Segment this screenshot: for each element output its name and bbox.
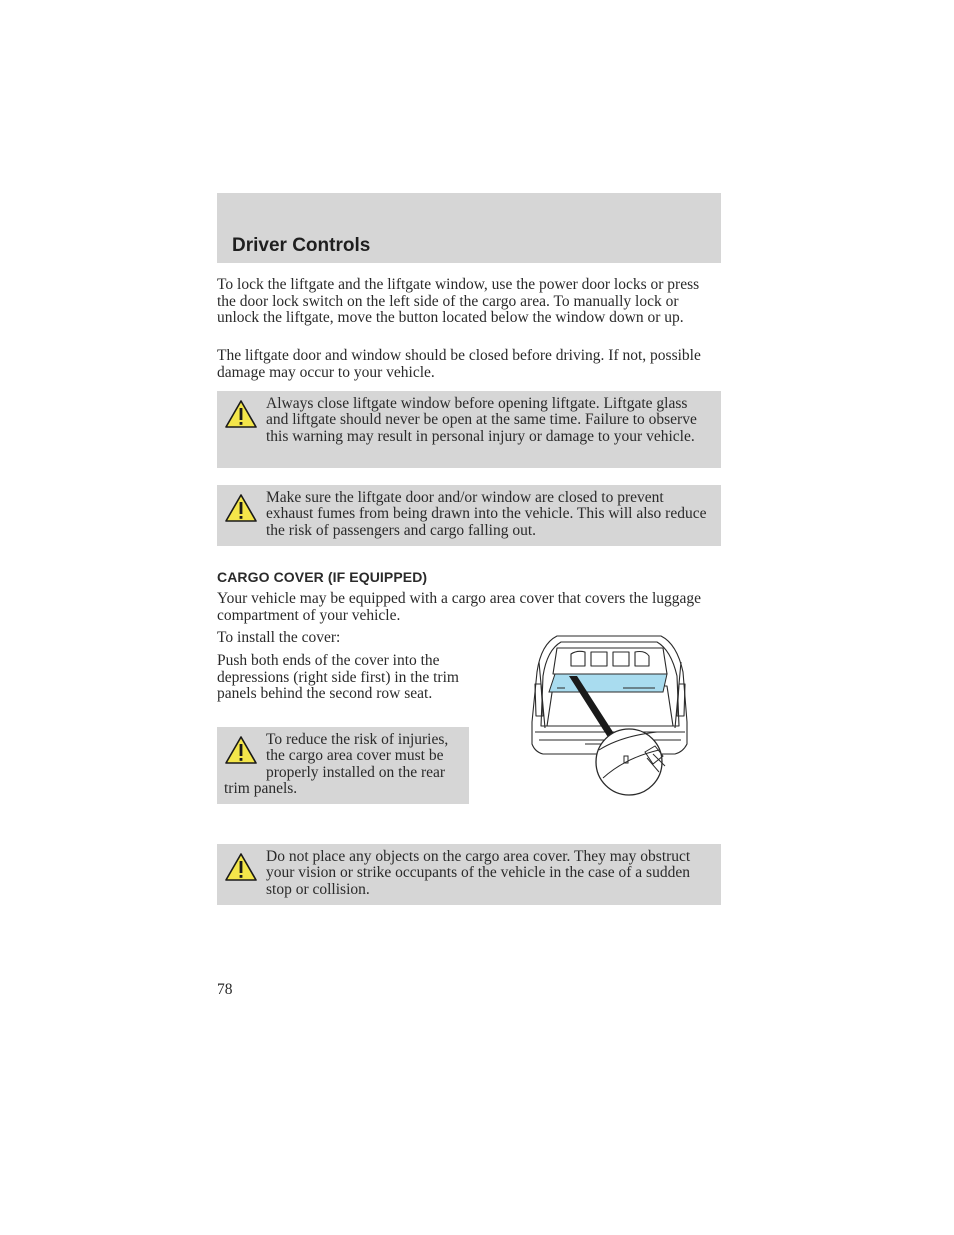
paragraph-cargo-cover-intro: Your vehicle may be equipped with a cargo area cover that covers the luggage compartment of your vehicle. (217, 590, 702, 624)
warning-box-cover-install (217, 727, 469, 804)
paragraph-install-steps: Push both ends of the cover into the depressions (right side first) in the trim panels behind the second row seat. (217, 652, 459, 703)
warning-text: Always close liftgate window before opening liftgate. Liftgate glass and liftgate should never be open at the same time. Failure to observe this warning may result in personal injury or damage to your vehicle. (266, 395, 697, 445)
warning-box-close-window (217, 391, 721, 468)
warning-triangle-icon (224, 493, 258, 523)
warning-text: To reduce the risk of injuries, the cargo area cover must be properly installed on the rear trim panels. (224, 731, 449, 798)
paragraph-install-intro: To install the cover: (217, 629, 341, 646)
paragraph-lock-liftgate: To lock the liftgate and the liftgate window, use the power door locks or press the door lock switch on the left side of the cargo area. To manually lock or unlock the liftgate, move the button located below the window down or up. (217, 276, 700, 327)
warning-box-no-objects (217, 844, 721, 905)
warning-text: Do not place any objects on the cargo area cover. They may obstruct your vision or strike occupants of the vehicle in the case of a sudden stop or collision. (266, 848, 691, 898)
section-heading-cargo-cover: CARGO COVER (IF EQUIPPED) (217, 569, 428, 585)
warning-text: Make sure the liftgate door and/or window are closed to prevent exhaust fumes from being drawn into the vehicle. This will also reduce the risk of passengers and cargo falling out. (266, 489, 707, 539)
warning-triangle-icon (224, 735, 258, 765)
page-number: 78 (217, 981, 233, 998)
warning-box-exhaust-fumes (217, 485, 721, 546)
warning-triangle-icon (224, 399, 258, 429)
cargo-cover-illustration (527, 632, 695, 798)
section-header-band (217, 193, 721, 263)
paragraph-closed-before-driving: The liftgate door and window should be closed before driving. If not, possible damage may occur to your vehicle. (217, 347, 701, 381)
page-title: Driver Controls (232, 235, 371, 256)
warning-triangle-icon (224, 852, 258, 882)
